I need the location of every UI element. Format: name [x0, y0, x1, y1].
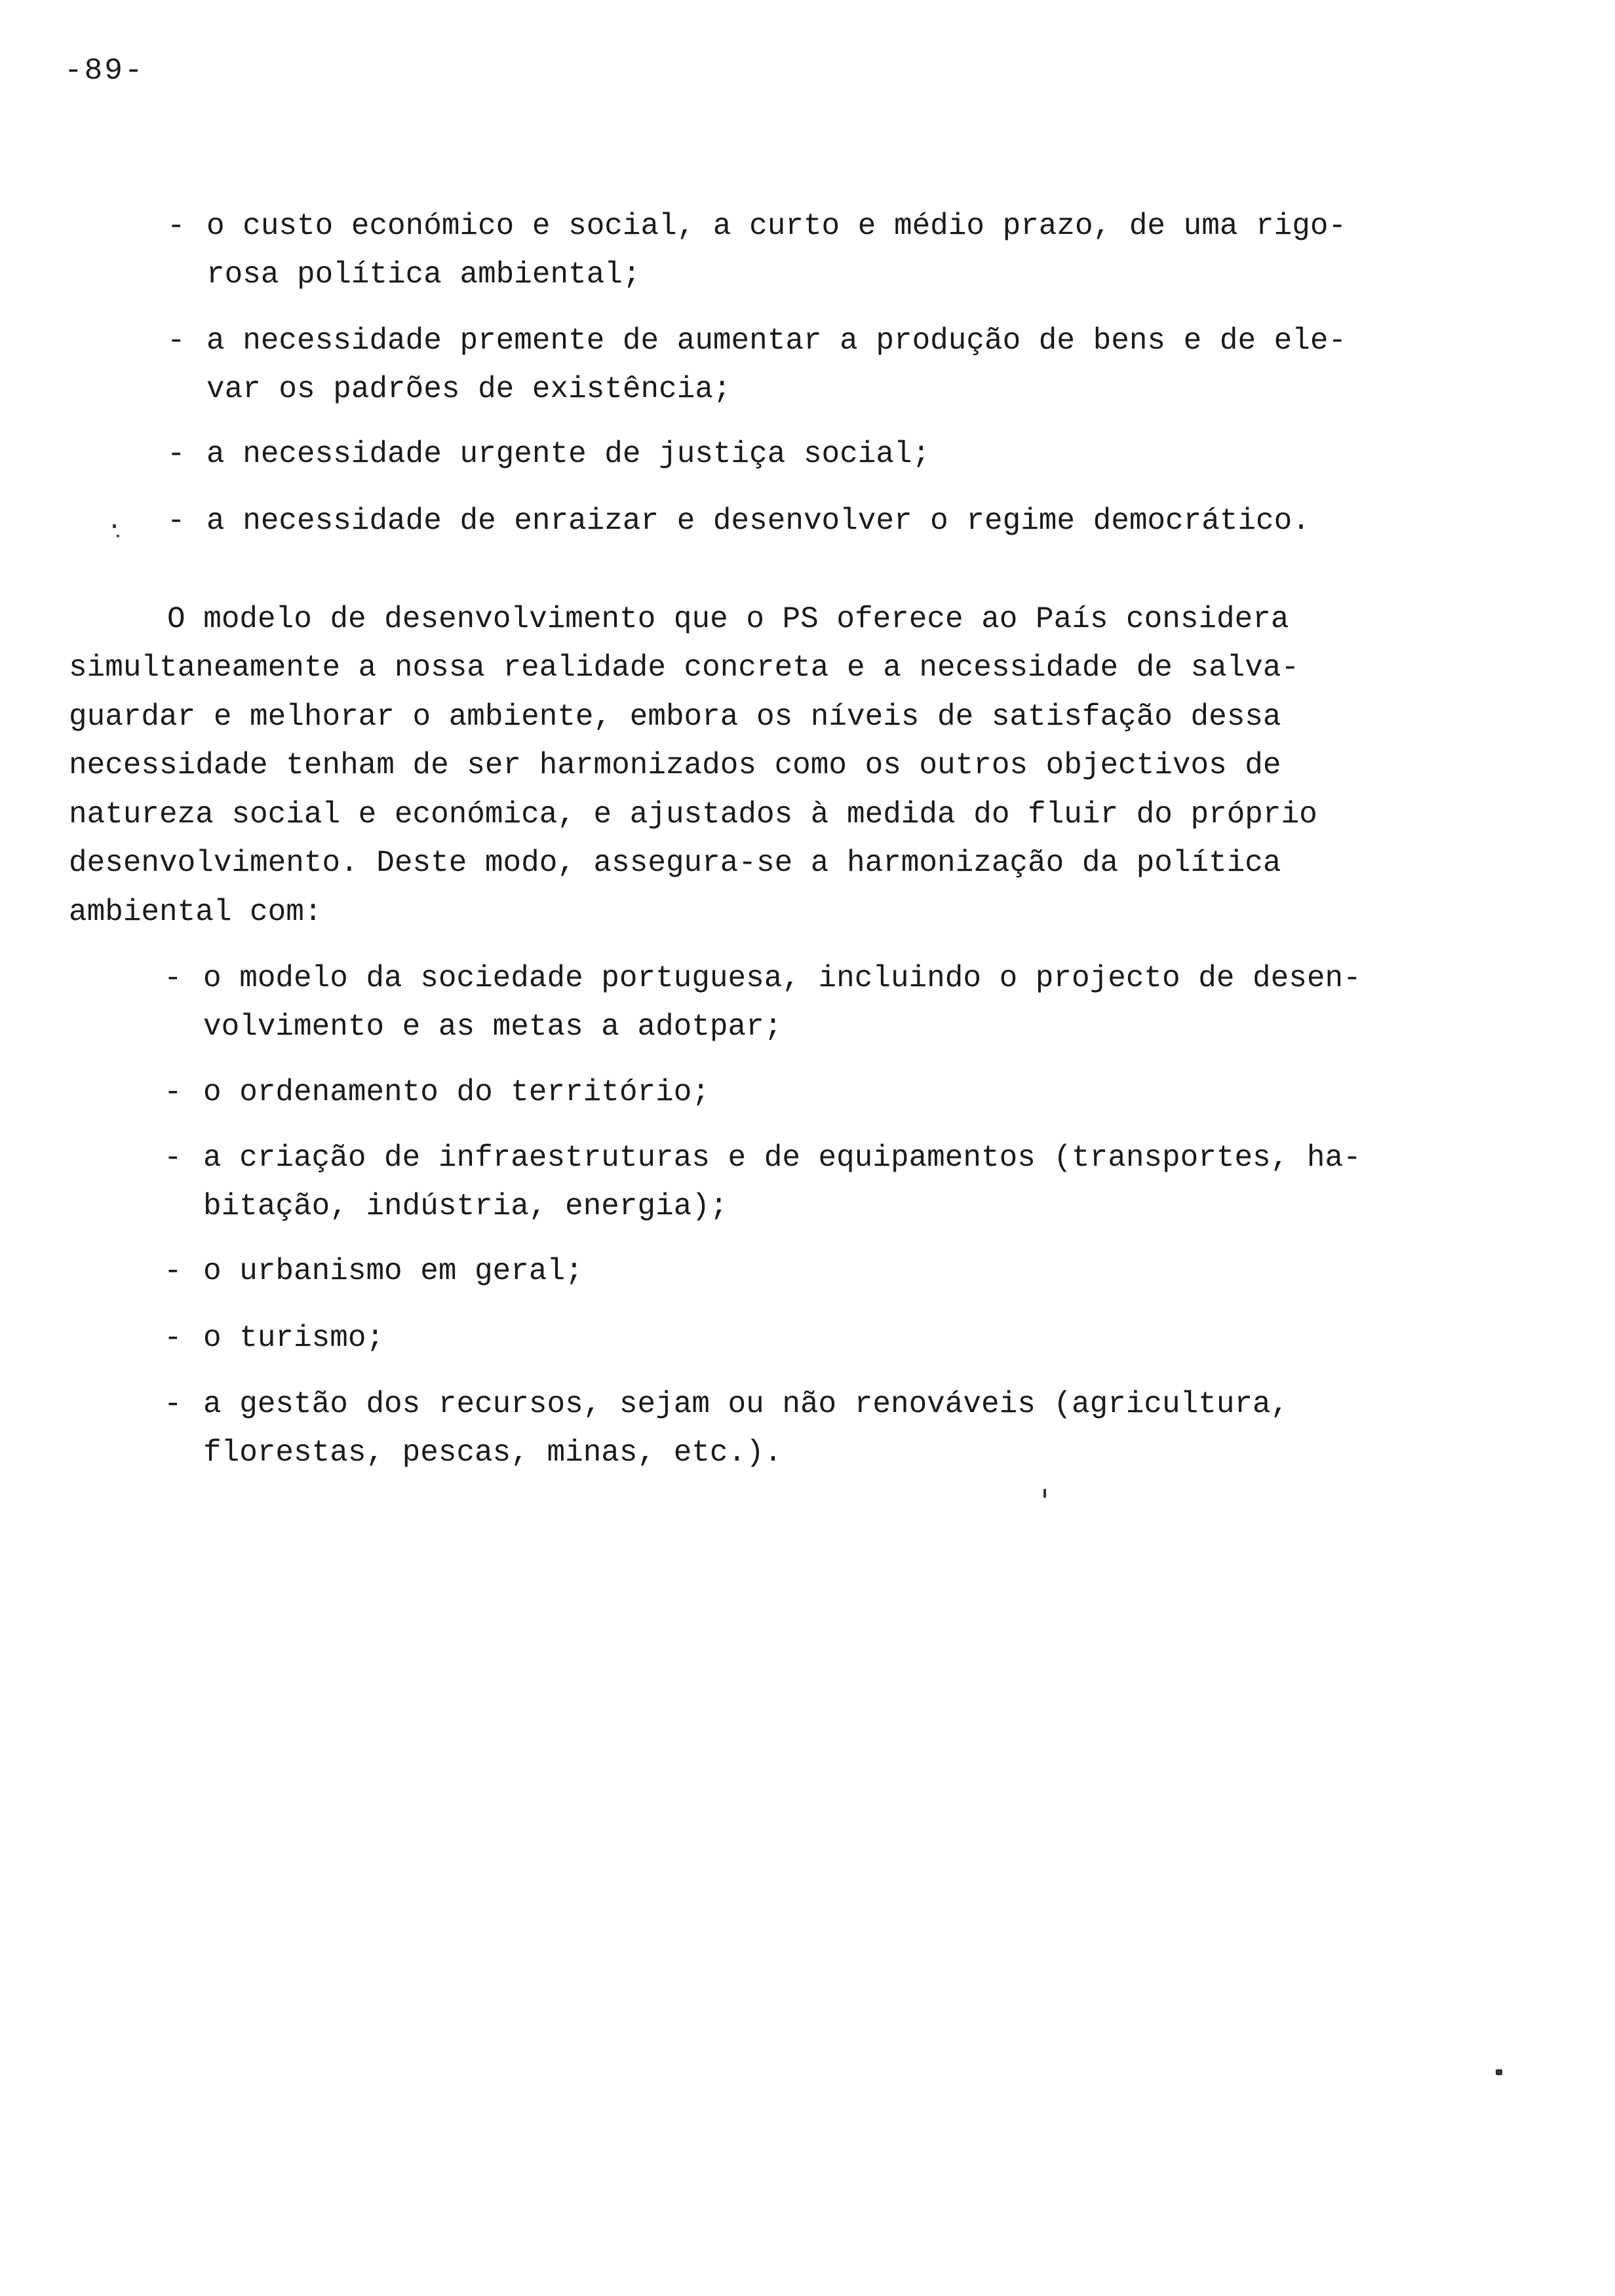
paragraph-line: ambiental com: [69, 895, 322, 929]
page-number: -89- [64, 54, 145, 88]
bullet-dash: - [167, 504, 185, 538]
paragraph-line: guardar e melhorar o ambiente, embora os níveis de satisfação dessa [69, 700, 1281, 734]
paragraph-line: O modelo de desenvolvimento que o PS oferece ao País considera [167, 602, 1289, 636]
list-item-line: a necessidade de enraizar e desenvolver o regime democrático. [206, 504, 1310, 538]
scan-speck [1496, 2069, 1502, 2075]
bullet-dash: - [164, 1075, 182, 1109]
paragraph-line: simultaneamente a nossa realidade concreta e a necessidade de salva- [69, 651, 1300, 685]
list-item-line: o ordenamento do território; [203, 1075, 710, 1109]
list-item-line: a necessidade urgente de justiça social; [206, 437, 931, 471]
bullet-dash: - [164, 961, 182, 995]
scan-speck [1043, 1489, 1046, 1498]
paragraph-line: desenvolvimento. Deste modo, assegura-se a harmonização da política [69, 846, 1281, 880]
list-item-line: o custo económico e social, a curto e médio prazo, de uma rigo- [206, 209, 1347, 243]
list-item-line: rosa política ambiental; [206, 258, 641, 292]
list-item-line: bitação, indústria, energia); [203, 1189, 728, 1223]
list-item-line: a gestão dos recursos, sejam ou não renováveis (agricultura, [203, 1387, 1289, 1421]
bullet-dash: - [164, 1387, 182, 1421]
list-item-line: o modelo da sociedade portuguesa, incluindo o projecto de desen- [203, 961, 1361, 995]
paragraph-line: necessidade tenham de ser harmonizados como os outros objectivos de [69, 748, 1281, 782]
bullet-dash: - [164, 1141, 182, 1175]
scan-speck [117, 535, 119, 537]
list-item-line: florestas, pescas, minas, etc.). [203, 1436, 783, 1470]
scan-speck [113, 524, 116, 528]
bullet-dash: - [167, 209, 185, 243]
list-item-line: var os padrões de existência; [206, 372, 731, 406]
list-item-line: volvimento e as metas a adotpar; [203, 1010, 783, 1044]
bullet-dash: - [167, 437, 185, 471]
list-item-line: o urbanismo em geral; [203, 1254, 583, 1288]
list-item-line: a criação de infraestruturas e de equipamentos (transportes, ha- [203, 1141, 1361, 1175]
list-item-continuation [164, 1428, 783, 1525]
list-item-line: a necessidade premente de aumentar a produção de bens e de ele- [206, 324, 1347, 358]
bullet-dash: - [164, 1254, 182, 1288]
bullet-dash: - [167, 324, 185, 358]
list-item-line: o turismo; [203, 1321, 385, 1355]
bullet-dash: - [164, 1321, 182, 1355]
paragraph-line: natureza social e económica, e ajustados à medida do fluir do próprio [69, 797, 1317, 832]
